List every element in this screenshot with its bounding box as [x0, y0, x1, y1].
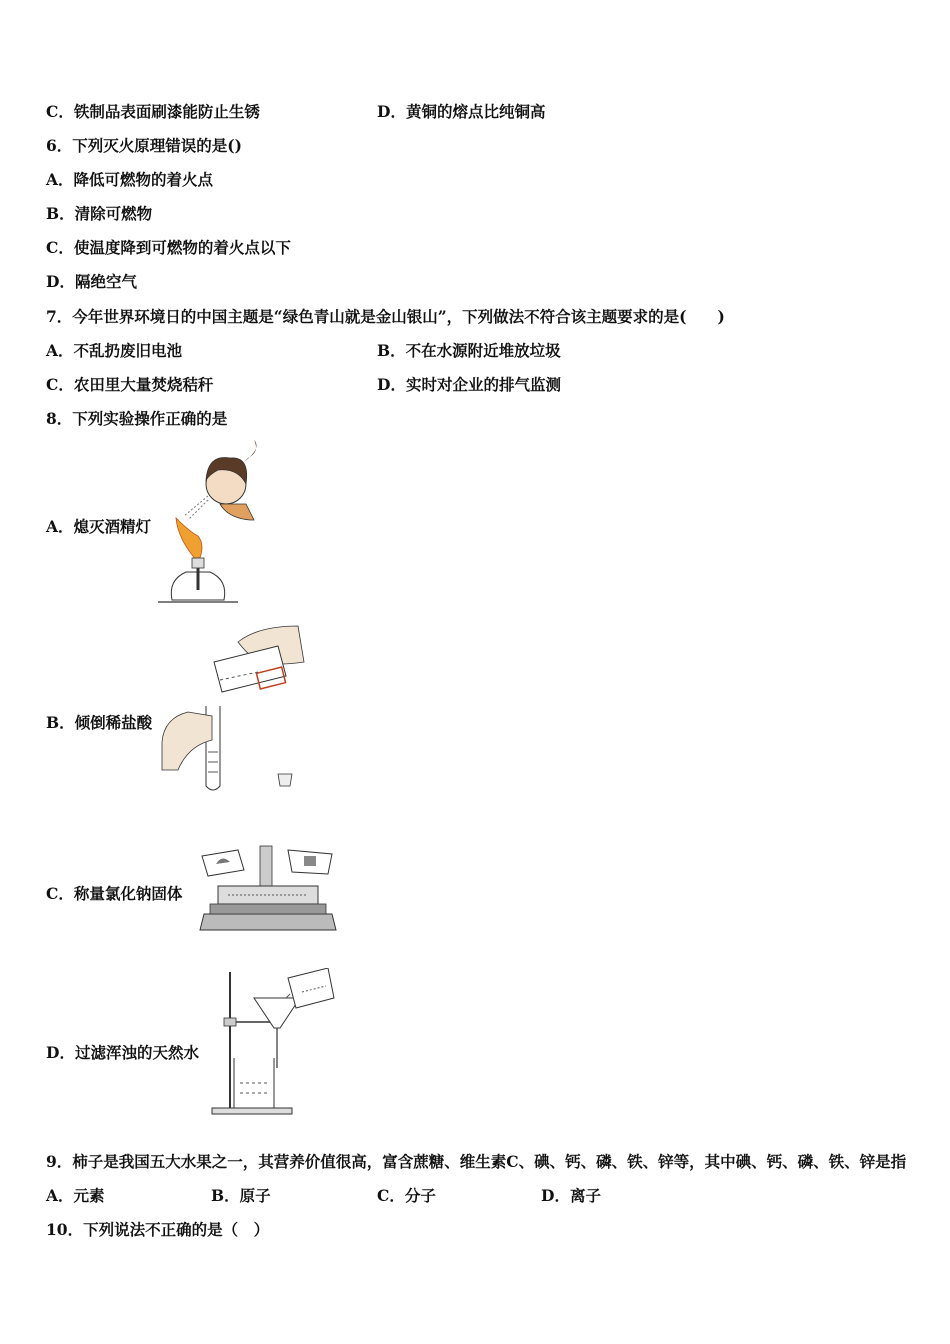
q7-option-a: A．不乱扔废旧电池	[46, 341, 183, 360]
q7-option-b: B．不在水源附近堆放垃圾	[377, 341, 561, 360]
q7-stem: 7．今年世界环境日的中国主题是“绿色青山就是金山银山”，下列做法不符合该主题要求的是( )	[46, 307, 725, 326]
q8-stem: 8．下列实验操作正确的是	[46, 409, 228, 428]
balance-figure	[198, 842, 338, 934]
q6-option-a: A．降低可燃物的着火点	[46, 170, 214, 189]
q9-option-c: C．分子	[377, 1186, 436, 1205]
q6-option-d: D．隔绝空气	[46, 272, 137, 291]
q6-stem: 6．下列灭火原理错误的是()	[46, 136, 242, 155]
q8-option-a: A．熄灭酒精灯	[46, 517, 152, 536]
q5-option-c: C．铁制品表面刷漆能防止生锈	[46, 102, 260, 121]
filtration-figure	[210, 968, 340, 1116]
q8-option-b: B．倾倒稀盐酸	[46, 713, 153, 732]
q7-option-d: D．实时对企业的排气监测	[377, 375, 561, 394]
q9-stem: 9．柿子是我国五大水果之一，其营养价值很高，富含蔗糖、维生素C、碘、钙、磷、铁、锌等，其中碘、钙、磷、铁、锌是指	[46, 1152, 907, 1171]
alcohol-lamp-figure	[158, 440, 268, 605]
q8-option-d: D．过滤浑浊的天然水	[46, 1043, 199, 1062]
q10-stem: 10．下列说法不正确的是（ ）	[46, 1220, 270, 1239]
q5-option-d: D．黄铜的熔点比纯铜高	[377, 102, 546, 121]
q6-option-b: B．清除可燃物	[46, 204, 153, 223]
q8-option-c: C．称量氯化钠固体	[46, 884, 183, 903]
q9-option-d: D．离子	[541, 1186, 601, 1205]
q6-option-c: C．使温度降到可燃物的着火点以下	[46, 238, 291, 257]
q9-option-b: B．原子	[211, 1186, 271, 1205]
q9-option-a: A．元素	[46, 1186, 105, 1205]
pour-acid-figure	[158, 622, 308, 797]
q7-option-c: C．农田里大量焚烧秸秆	[46, 375, 214, 394]
